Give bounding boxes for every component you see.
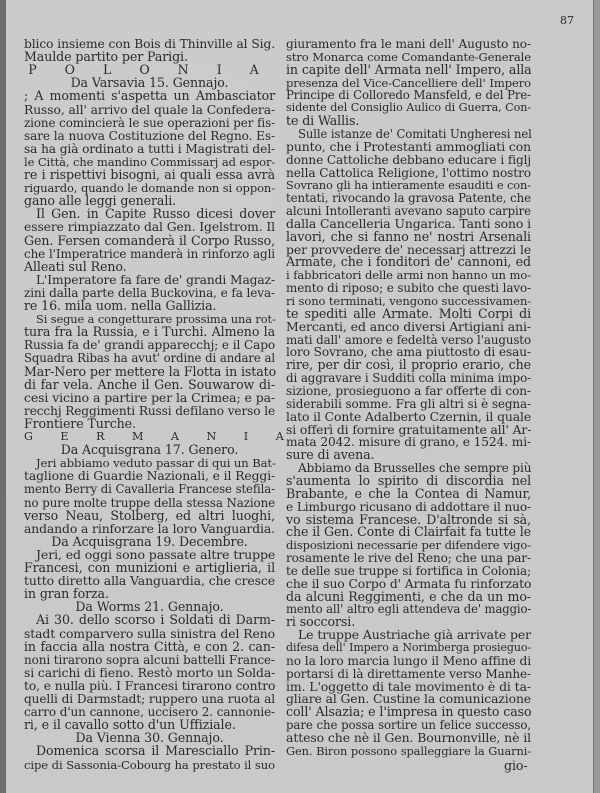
text-line: Gen. Fersen comanderà il Corpo Russo, bbox=[24, 232, 275, 248]
text-line: re 16. mila uom. nella Gallizia. bbox=[24, 298, 217, 313]
text-line: tentati, rivocando la gravosa Patente, che bbox=[286, 191, 531, 206]
text-line: cesi vicino a partire per la Crimea; e pa- bbox=[24, 389, 275, 405]
text-line: che l'Imperatrice manderà in rinforzo agli bbox=[24, 246, 275, 261]
text-line: vo sistema Francese. D'altronde si sà, bbox=[286, 511, 531, 527]
text-line: Armate, che i fonditori de' cannoni, ed bbox=[286, 254, 531, 270]
text-line: Francesi, con munizioni e artiglieria, il bbox=[24, 560, 275, 575]
text-line: Alleati sul Reno. bbox=[24, 258, 127, 274]
dateline-heading: Da Worms 21. Gennajo. bbox=[75, 599, 224, 615]
text-line: loro Sovrano, che ama piuttosto di esau- bbox=[286, 345, 531, 360]
text-line: Mar-Nero per mettere la Flotta in istato bbox=[24, 363, 277, 379]
text-line: te spediti alle Armate. Molti Corpi di bbox=[286, 305, 531, 321]
text-line: no la loro marcia lungo il Meno affine di bbox=[286, 653, 531, 668]
text-line: rire, per dir così, il proprio erario, che bbox=[286, 357, 531, 373]
text-line: Frontiere Turche. bbox=[24, 415, 136, 431]
text-line: che il Gen. Conte di Clairfait fa tutte le bbox=[286, 524, 531, 540]
dateline-heading: Da Varsavia 15. Gennajo. bbox=[70, 75, 229, 91]
text-line: e Limburgo ricusano di addottare il nuo- bbox=[286, 499, 532, 514]
text-line: recchj Reggimenti Russi defilano verso le bbox=[24, 403, 276, 418]
text-line: Principe di Colloredo Mansfeld, e del Pre- bbox=[286, 88, 531, 103]
text-line: Russo, all' arrivo del quale la Confedera- bbox=[24, 102, 276, 117]
text-line: stro Monarca come Comandante-Generale bbox=[286, 49, 531, 64]
text-line: sure di avena. bbox=[286, 447, 375, 463]
text-line: blico insieme con Bois di Thinville al Sig. bbox=[24, 37, 275, 51]
text-line: che il suo Corpo d' Armata fu rinforzato bbox=[286, 576, 532, 591]
text-line: Domenica scorsa il Maresciallo Prin- bbox=[36, 743, 275, 759]
text-line: di far vela. Anche il Gen. Souwarow di- bbox=[24, 376, 275, 392]
text-line: sizione, prosieguono a far offerte di con- bbox=[286, 383, 531, 398]
text-line: taglione di Guardie Nazionali, e il Reggi- bbox=[24, 469, 276, 484]
text-line: tutto diretto alla Vanguardia, che cresce bbox=[24, 573, 275, 589]
text-line: Il Gen. in Capite Russo dicesi dover bbox=[36, 206, 275, 222]
text-line: sa ha già ordinato a tutti i Magistrati del- bbox=[24, 141, 275, 156]
text-line: Sulle istanze de' Comitati Ungheresi nel bbox=[298, 127, 532, 141]
section-heading: G E R M A N I A bbox=[24, 430, 296, 443]
text-line: andando a rinforzare la loro Vanguardia. bbox=[24, 521, 275, 536]
text-line: im. L'oggetto di tale movimento è di ta- bbox=[286, 678, 531, 694]
text-line: no pure molte truppe della stessa Nazione bbox=[24, 495, 275, 510]
text-line: lavori, che si fanno ne' nostri Arsenali bbox=[286, 228, 531, 244]
text-line: donne Cattoliche debbano educare i figlj bbox=[286, 152, 531, 167]
dateline-heading: Da Acquisgrana 17. Genero. bbox=[60, 442, 239, 458]
text-line: le Città, che mandino Commissarj ad espor- bbox=[24, 154, 276, 169]
text-line: Russia fa de' grandi apparecchj; e il Capo bbox=[24, 338, 275, 353]
text-line: Gen. Biron possono spalleggiare la Guarni- bbox=[286, 743, 531, 758]
dateline-heading: Da Vienna 30. Gennajo. bbox=[75, 730, 224, 746]
text-line: Ai 30. dello scorso i Soldati di Darm- bbox=[36, 612, 275, 628]
text-line: atteso che nè il Gen. Bournonville, nè il bbox=[286, 729, 531, 745]
text-line: cipe di Sassonia-Cobourg ha prestato il suo bbox=[24, 757, 275, 772]
text-line: nella Cattolica Religione, l'ottimo nostro bbox=[286, 165, 531, 180]
text-line: portarsi di là direttamente verso Manhe- bbox=[286, 666, 531, 681]
text-line: sidente del Consiglio Aulico di Guerra, Con- bbox=[286, 101, 531, 115]
text-line: coll' Alsazia; e l'impresa in questo caso bbox=[286, 704, 532, 720]
text-line: Brabante, e che la Contea di Namur, bbox=[286, 485, 531, 501]
dateline-heading: Da Acquisgrana 19. Decembre. bbox=[51, 533, 248, 549]
text-line: zione comincierà le sue operazioni per fis- bbox=[24, 115, 275, 130]
page-right-edge bbox=[594, 0, 600, 793]
text-line: Mercanti, ed anco diversi Artigiani ani- bbox=[286, 318, 532, 334]
text-line: carro d'un cannone, uccisero 2. cannonie- bbox=[24, 705, 275, 720]
text-line: in faccia alla nostra Città, e con 2. can- bbox=[24, 638, 275, 654]
text-line: punto, che i Protestanti ammogliati con bbox=[286, 138, 531, 154]
text-line: stadt comparvero sulla sinistra del Reno bbox=[24, 625, 275, 641]
text-line: s'aumenta lo spirito di discordia nel bbox=[286, 472, 531, 488]
text-line: disposizioni necessarie per difendere vigo- bbox=[286, 538, 531, 553]
section-heading: P O L O N I A bbox=[28, 62, 271, 78]
text-line: mata 2042. misure di grano, e 1524. mi- bbox=[286, 435, 532, 450]
text-line: verso Neau, Stolberg, ed altri luoghi, bbox=[24, 507, 275, 523]
catchword: gio- bbox=[504, 758, 528, 773]
text-line: giuramento fra le mani dell' Augusto no- bbox=[286, 37, 531, 51]
text-line: mento di riposo; e subito che questi lavo- bbox=[286, 281, 531, 296]
text-line: te di Wallis. bbox=[286, 113, 360, 129]
text-line: quelli di Darmstadt; ruppero una ruota al bbox=[24, 692, 275, 706]
text-line: Jeri abbiamo veduto passar di qui un Bat- bbox=[36, 456, 276, 471]
text-line: ; A momenti s'aspetta un Ambasciator bbox=[24, 88, 275, 104]
text-line: re i rispettivi bisogni, ai quali essa avrà bbox=[24, 167, 275, 182]
text-line: essere rimpiazzato dal Gen. Igelstrom. Il bbox=[24, 220, 275, 235]
text-line: Sovrano gli ha intieramente esauditi e con- bbox=[286, 178, 531, 193]
text-line: tura fra la Russia, e i Turchi. Almeno la bbox=[24, 324, 275, 340]
text-line: zini dalla parte della Buckovina, e fa leva- bbox=[24, 285, 275, 300]
text-line: di aggravare i Sudditi colla minima impo- bbox=[286, 371, 531, 386]
text-line: ri, e il cavallo sotto d'un Uffiziale. bbox=[24, 717, 236, 733]
text-line: si offerì di fornire gratuitamente all' Ar- bbox=[286, 422, 532, 437]
text-line: rosamente le rive del Reno; che una par- bbox=[286, 551, 532, 565]
text-line: siderabili somme. Fra gli altri si è segna- bbox=[286, 396, 531, 411]
text-line: per provvedere de' necessarj attrezzi le bbox=[286, 241, 532, 257]
text-line: alcuni Intolleranti avevano saputo carpire bbox=[286, 204, 531, 218]
text-line: sare la nuova Costituzione del Regno. Es- bbox=[24, 128, 275, 143]
text-line: ri soccorsi. bbox=[286, 614, 356, 630]
text-line: mati dall' amore e fedeltà verso l'augusto bbox=[286, 332, 531, 347]
text-line: Si segue a congetturare prossima una rot- bbox=[36, 312, 276, 327]
text-line: Maulde partito per Parigi. bbox=[24, 49, 188, 65]
text-line: Le truppe Austriache già arrivate per bbox=[298, 627, 531, 643]
text-line: mento Berry di Cavalleria Francese stefila- bbox=[24, 482, 275, 497]
text-line: gliare al Gen. Custine la comunicazione bbox=[286, 692, 531, 707]
text-line: i fabbricatori delle armi non hanno un mo- bbox=[286, 268, 531, 283]
text-line: to, e nulla più. I Francesi tirarono contro bbox=[24, 678, 276, 693]
page-number: 87 bbox=[560, 14, 574, 27]
text-line: presenza del Vice-Cancelliere dell' Impero bbox=[286, 75, 531, 90]
text-line: Jeri, ed oggi sono passate altre truppe bbox=[36, 546, 276, 562]
text-line: mento all' altro egli attendeva de' maggio- bbox=[286, 602, 532, 617]
text-line: lato il Conte Adalberto Czernin, il quale bbox=[286, 409, 532, 424]
text-line: da alcuni Reggimenti, e che da un mo- bbox=[286, 588, 531, 604]
text-line: dalla Cancelleria Ungarica. Tanti sono i bbox=[286, 215, 531, 231]
text-line: riguardo, quando le domande non si oppon- bbox=[24, 181, 275, 196]
text-line: L'Imperatore fa fare de' grandi Magaz- bbox=[36, 272, 275, 287]
text-line: difesa dell' Impero a Norimberga prosieguo- bbox=[286, 640, 531, 654]
text-line: te delle sue truppe si fortifica in Colonia; bbox=[286, 563, 531, 578]
text-line: in capite dell' Armata nell' Impero, alla bbox=[286, 61, 532, 77]
text-line: noni tirarono sopra alcuni battelli France- bbox=[24, 652, 275, 667]
text-line: gano alle leggi generali. bbox=[24, 193, 177, 209]
text-line: pare che possa sortire un felice successo, bbox=[286, 718, 531, 732]
text-line: Squadra Ribas ha avut' ordine di andare al bbox=[24, 351, 275, 366]
text-line: Abbiamo da Brusselles che sempre più bbox=[298, 461, 532, 476]
text-line: in gran forza. bbox=[24, 586, 109, 602]
text-line: ri sono terminati, vengono successivamen- bbox=[286, 294, 532, 308]
text-line: si carichi di fieno. Restò morto un Solda- bbox=[24, 665, 276, 680]
